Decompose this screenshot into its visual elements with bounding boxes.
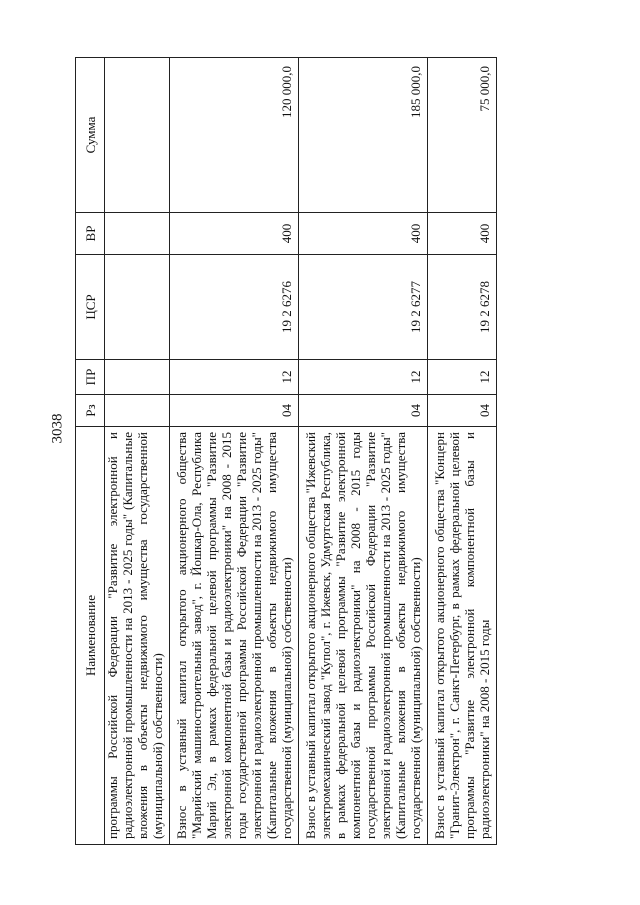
table-row xyxy=(428,58,497,845)
header-vr: ВР xyxy=(76,213,105,255)
row-name: Взнос в уставный капитал открытого акционерного общества "Ижевский электромеханический завод "Купол", г. Ижевск, Удмуртская Республика, в рамках федеральной целевой программы "Развитие электронной компонентной базы и радиоэлектроники" на 2008 - 2015 годы государственной программы Российской Федерации "Развитие электронной и радиоэлектронной промышленности на 2013 - 2025 годы" (Капитальные вложения в объекты недвижимого имущества государственной (муниципальной) собственности) xyxy=(299,427,428,845)
row-csr: 19 2 6277 xyxy=(299,255,428,360)
row-sum: 75 000,0 xyxy=(428,58,497,213)
row-vr: 400 xyxy=(299,213,428,255)
table-row xyxy=(299,58,428,845)
row-pr: 12 xyxy=(428,360,497,395)
table-row xyxy=(170,58,299,845)
rotated-budget-table-container xyxy=(75,58,597,845)
header-pr: ПР xyxy=(76,360,105,395)
table-row xyxy=(105,58,170,845)
row-csr: 19 2 6278 xyxy=(428,255,497,360)
header-name: Наименование xyxy=(76,427,105,845)
row-pr: 12 xyxy=(299,360,428,395)
header-rz: Рз xyxy=(76,395,105,427)
row-rz: 04 xyxy=(299,395,428,427)
row-csr: 19 2 6276 xyxy=(170,255,299,360)
table-header-row xyxy=(76,58,105,845)
row-name: программы Российской Федерации "Развитие электронной и радиоэлектронной промышленности на 2013 - 2025 годы" (Капитальные вложения в объекты недвижимого имущества государственной (муниципальной) собственности) xyxy=(105,427,170,845)
row-rz: 04 xyxy=(170,395,299,427)
header-csr: ЦСР xyxy=(76,255,105,360)
budget-table xyxy=(75,57,497,845)
row-sum: 185 000,0 xyxy=(299,58,428,213)
row-pr xyxy=(105,360,170,395)
row-vr: 400 xyxy=(428,213,497,255)
row-rz xyxy=(105,395,170,427)
row-sum: 120 000,0 xyxy=(170,58,299,213)
row-sum xyxy=(105,58,170,213)
row-name: Взнос в уставный капитал открытого акционерного общества "Концерн "Гранит-Электрон", г. Санкт-Петербург, в рамках федеральной целевой программы "Развитие электронной компонентной базы и радиоэлектроники" на 2008 - 2015 годы xyxy=(428,427,497,845)
row-csr xyxy=(105,255,170,360)
row-pr: 12 xyxy=(170,360,299,395)
row-name: Взнос в уставный капитал открытого акционерного общества "Марийский машиностроительный завод", г. Йошкар-Ола, Республика Марий Эл, в рамках федеральной целевой программы "Развитие электронной компонентной базы и радиоэлектроники" на 2008 - 2015 годы государственной программы Российской Федерации "Развитие электронной и радиоэлектронной промышленности на 2013 - 2025 годы" (Капитальные вложения в объекты недвижимого имущества государственной (муниципальной) собственности) xyxy=(170,427,299,845)
page-number: 3038 xyxy=(49,413,66,444)
header-sum: Сумма xyxy=(76,58,105,213)
row-rz: 04 xyxy=(428,395,497,427)
row-vr xyxy=(105,213,170,255)
row-vr: 400 xyxy=(170,213,299,255)
